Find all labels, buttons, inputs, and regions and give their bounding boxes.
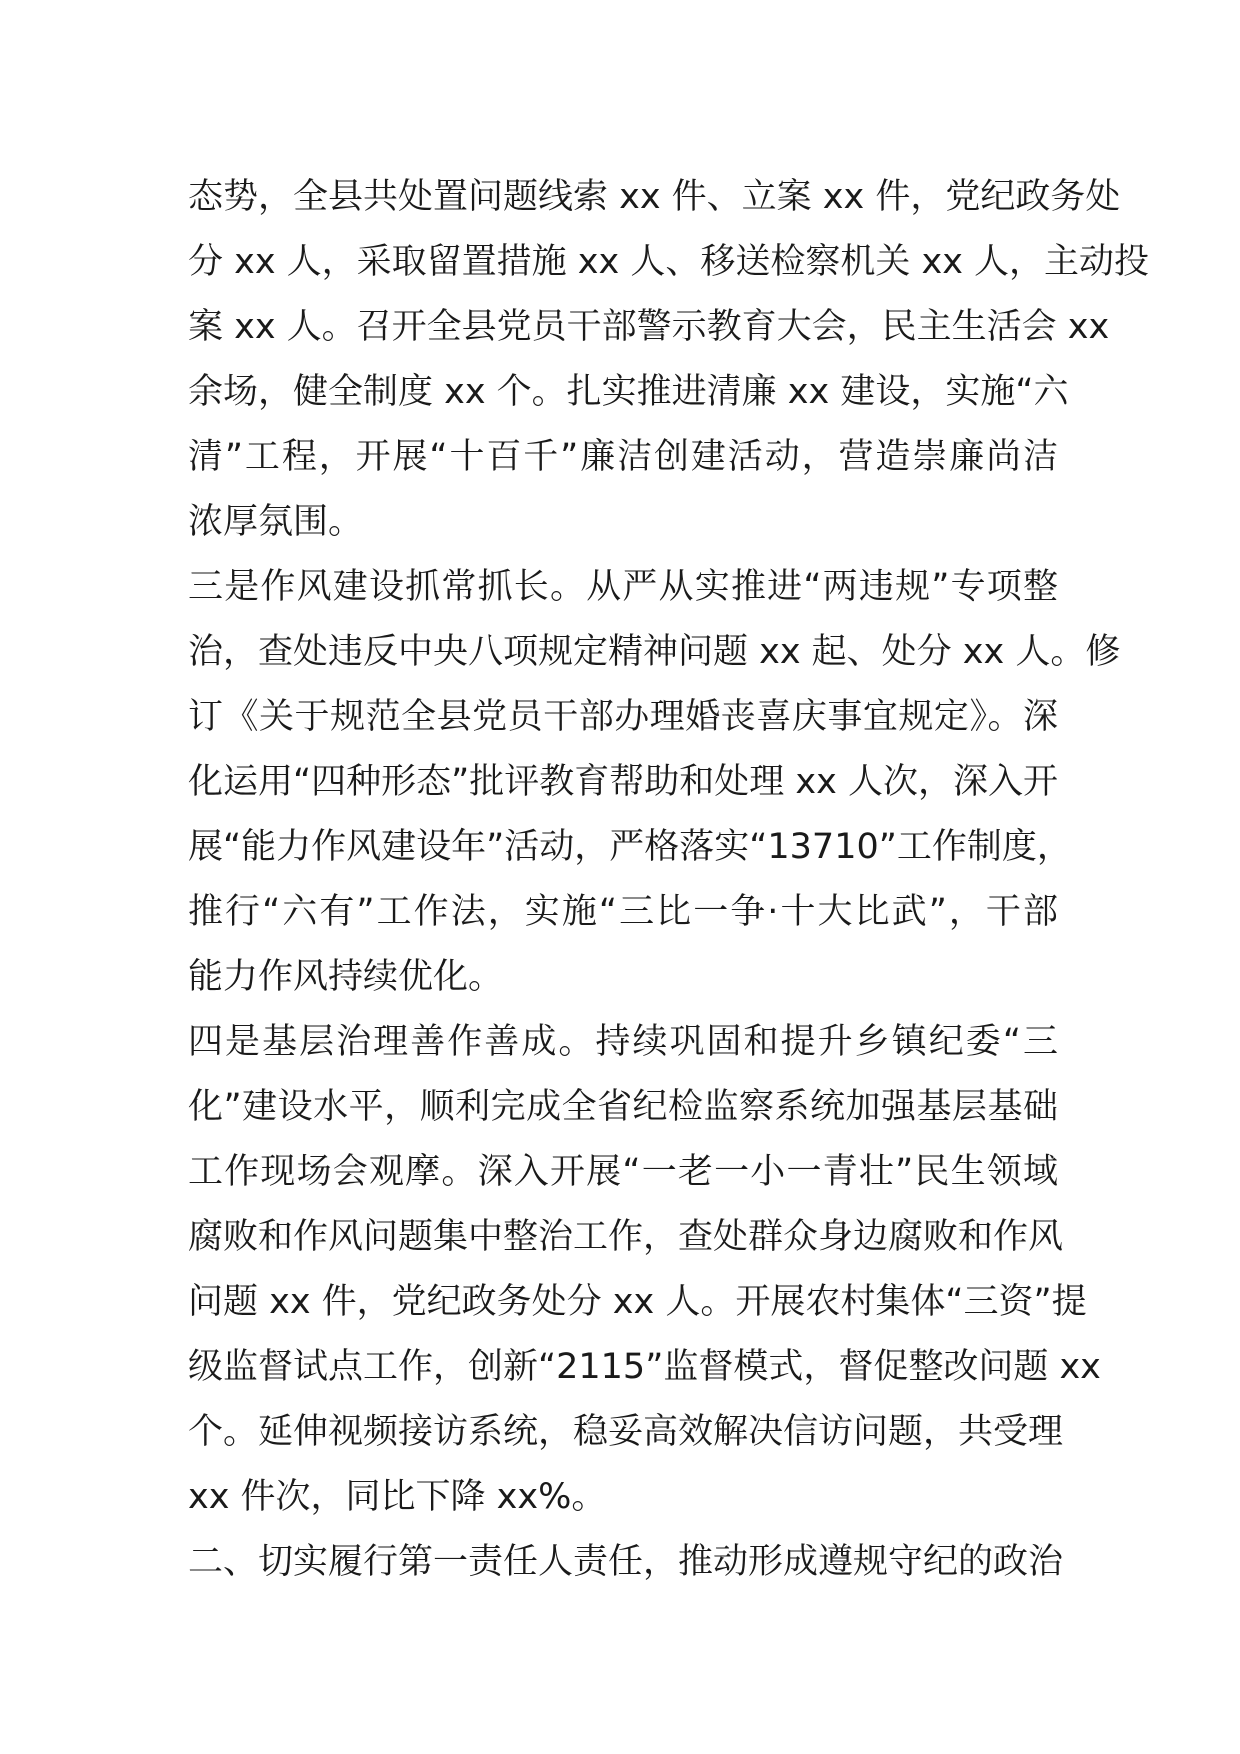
text-line: 个。延伸视频接访系统，稳妥高效解决信访问题，共受理: [188, 1412, 1064, 1452]
text-line: 化”建设水平，顺利完成全省纪检监察系统加强基层基础: [188, 1087, 1058, 1127]
text-line: 展“能力作风建设年”活动，严格落实“13710”工作制度，: [188, 827, 1072, 867]
text-line: 清”工程，开展“十百千”廉洁创建活动，营造崇廉尚洁: [188, 437, 1058, 477]
text-line: 订《关于规范全县党员干部办理婚丧喜庆事宜规定》。深: [188, 697, 1058, 737]
text-line: 四是基层治理善作善成。持续巩固和提升乡镇纪委“三: [188, 1022, 1058, 1062]
text-line: 案 xx 人。召开全县党员干部警示教育大会，民主生活会 xx: [188, 307, 1110, 347]
text-line: 二、切实履行第一责任人责任，推动形成遵规守纪的政治: [188, 1542, 1064, 1582]
text-line: 推行“六有”工作法，实施“三比一争·十大比武”，干部: [188, 892, 1058, 932]
text-line: xx 件次，同比下降 xx%。: [188, 1477, 607, 1517]
text-line: 浓厚氛围。: [188, 502, 364, 542]
text-line: 腐败和作风问题集中整治工作，查处群众身边腐败和作风: [188, 1217, 1064, 1257]
text-line: 余场，健全制度 xx 个。扎实推进清廉 xx 建设，实施“六: [188, 372, 1069, 412]
text-line: 级监督试点工作，创新“2115”监督模式，督促整改问题 xx: [188, 1347, 1101, 1387]
text-line: 三是作风建设抓常抓长。从严从实推进“两违规”专项整: [188, 567, 1058, 607]
text-line: 工作现场会观摩。深入开展“一老一小一青壮”民生领域: [188, 1152, 1058, 1192]
text-line: 治，查处违反中央八项规定精神问题 xx 起、处分 xx 人。修: [188, 632, 1121, 672]
text-line: 分 xx 人，采取留置措施 xx 人、移送检察机关 xx 人，主动投: [188, 242, 1150, 282]
text-line: 问题 xx 件，党纪政务处分 xx 人。开展农村集体“三资”提: [188, 1282, 1087, 1322]
text-line: 能力作风持续优化。: [188, 957, 504, 997]
text-line: 化运用“四种形态”批评教育帮助和处理 xx 人次，深入开: [188, 762, 1058, 802]
document-body: [188, 165, 1150, 1595]
text-line: 态势，全县共处置问题线索 xx 件、立案 xx 件，党纪政务处: [188, 177, 1121, 217]
